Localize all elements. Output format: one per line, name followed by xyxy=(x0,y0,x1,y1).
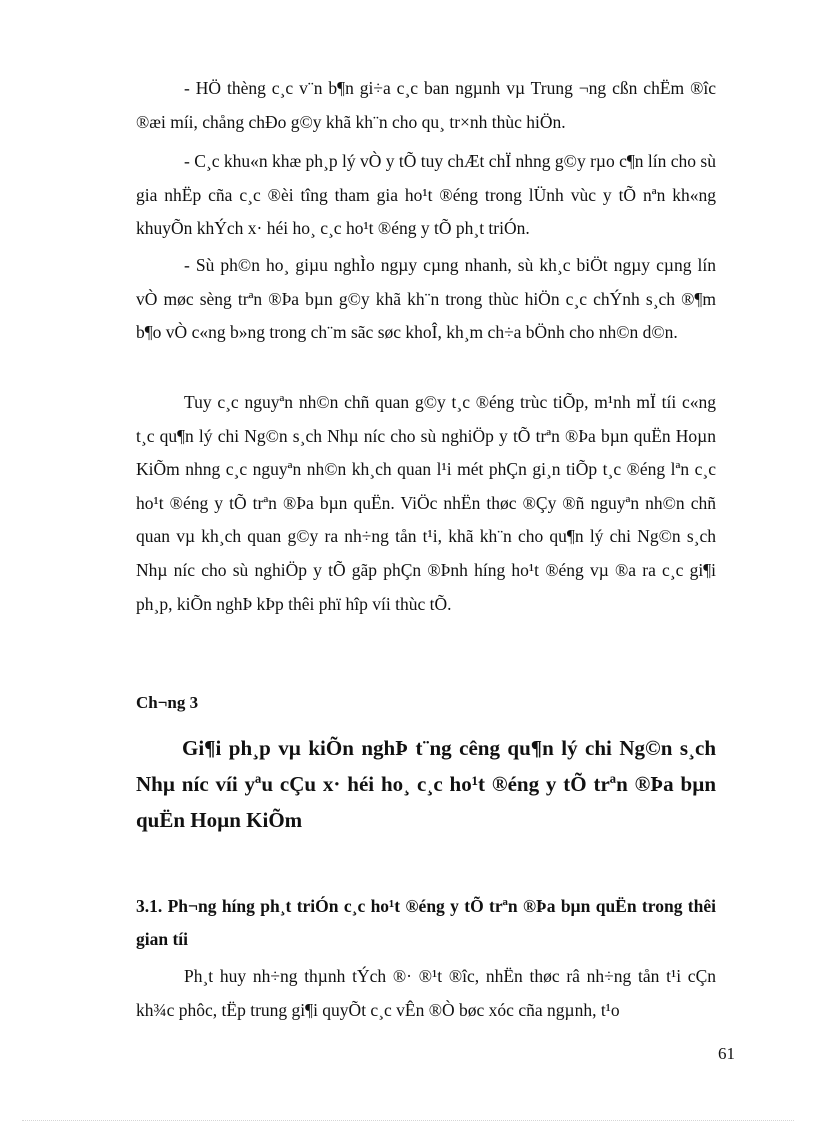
bullet-paragraph-2: - C¸c khu«n khæ ph¸p lý vÒ y tÕ tuy chÆt chÏ nhng g©y rµo c¶n lín cho sù gia nhËp cña c¸c ®èi tîng tham gia ho¹t ®éng trong lÜnh vùc y tÕ nªn kh«ng khuyÕn khÝch x· héi ho¸ c¸c ho¹t ®éng y tÕ ph¸t triÓn. xyxy=(136,151,716,239)
bullet-paragraph-3: - Sù ph©n ho¸ giµu nghÌo ngµy cµng nhanh, sù kh¸c biÖt ngµy cµng lín vÒ møc sèng trªn ®Þa bµn g©y khã kh¨n trong thùc hiÖn c¸c chÝnh s¸ch ®¶m b¶o vÒ c«ng b»ng trong ch¨m sãc søc khoÎ, kh¸m ch÷a bÖnh cho nh©n d©n. xyxy=(136,255,716,343)
chapter-label: Ch¬ng 3 xyxy=(136,693,199,712)
bullet-paragraph-1: - HÖ thèng c¸c v¨n b¶n gi÷a c¸c ban ngµnh vµ Trung ¬ng cßn chËm ®îc ®æi míi, chång chÐo g©y khã kh¨n cho qu¸ tr×nh thùc hiÖn. xyxy=(136,78,716,132)
page-number: 61 xyxy=(718,1044,735,1063)
section-heading: 3.1. Ph¬ng híng ph¸t triÓn c¸c ho¹t ®éng y tÕ trªn ®Þa bµn quËn trong thêi gian tíi xyxy=(136,896,716,949)
page-bottom-divider xyxy=(22,1120,794,1121)
body-paragraph: Tuy c¸c nguyªn nh©n chñ quan g©y t¸c ®éng trùc tiÕp, m¹nh mÏ tíi c«ng t¸c qu¶n lý chi Ng©n s¸ch Nhµ níc cho sù nghiÖp y tÕ trªn ®Þa bµn quËn Hoµn KiÕm nhng c¸c nguyªn nh©n kh¸ch quan l¹i mét phÇn gi¸n tiÕp t¸c ®éng lªn c¸c ho¹t ®éng y tÕ trªn ®Þa bµn quËn. ViÖc nhËn thøc ®Çy ®ñ nguyªn nh©n chñ quan vµ kh¸ch quan g©y ra nh÷ng tån t¹i, khã kh¨n cho qu¶n lý chi Ng©n s¸ch Nhµ níc cho sù nghiÖp y tÕ gãp phÇn ®Þnh híng ho¹t ®éng vµ ®a ra c¸c gi¶i ph¸p, kiÕn nghÞ kÞp thêi phï hîp víi thùc tÕ. xyxy=(136,392,716,614)
section-paragraph: Ph¸t huy nh÷ng thµnh tÝch ®· ®¹t ®îc, nhËn thøc râ nh÷ng tån t¹i cÇn kh¾c phôc, tËp trung gi¶i quyÕt c¸c vÊn ®Ò bøc xóc cña ngµnh, t¹o xyxy=(136,966,716,1020)
chapter-title: Gi¶i ph¸p vµ kiÕn nghÞ t¨ng cêng qu¶n lý chi Ng©n s¸ch Nhµ níc víi yªu cÇu x· héi ho¸ c¸c ho¹t ®éng y tÕ trªn ®Þa bµn quËn Hoµn KiÕm xyxy=(136,736,716,832)
